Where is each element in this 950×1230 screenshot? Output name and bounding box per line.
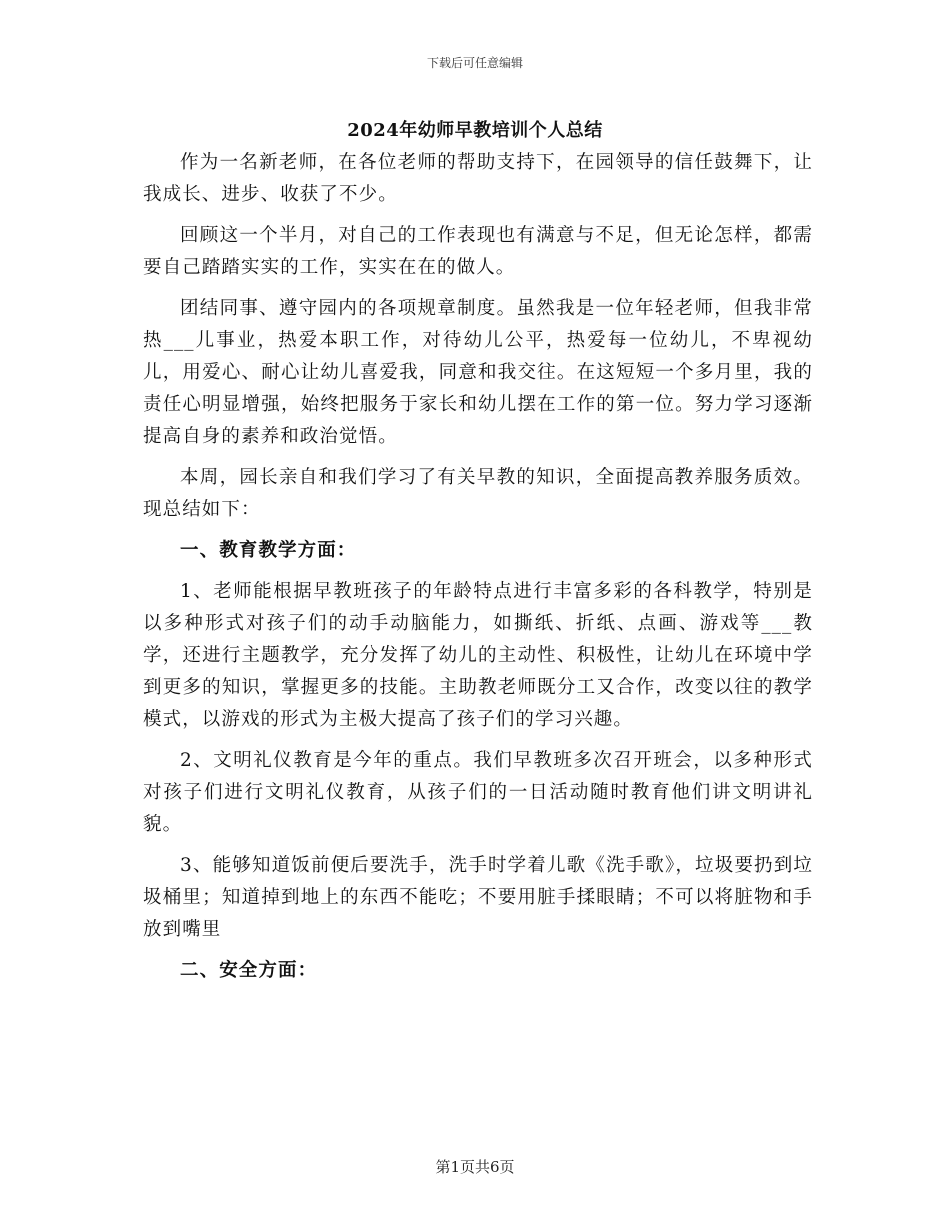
teaching-item-3: 3、能够知道饭前便后要洗手，洗手时学着儿歌《洗手歌》，垃圾要扔到垃圾桶里；知道掉到地上的东西不能吃；不要用脏手揉眼睛；不可以将脏物和手放到嘴里 xyxy=(143,855,813,940)
section-heading-safety: 二、安全方面： xyxy=(180,960,318,981)
section-heading-teaching: 一、教育教学方面： xyxy=(180,540,357,561)
intro-paragraph-2: 回顾这一个半月，对自己的工作表现也有满意与不足，但无论怎样，都需要自己踏踏实实的工作，实实在在的做人。 xyxy=(143,225,813,278)
document-body xyxy=(143,147,813,996)
teaching-item-2: 2、文明礼仪教育是今年的重点。我们早教班多次召开班会，以多种形式对孩子们进行文明礼仪教育，从孩子们的一日活动随时教育他们讲文明讲礼貌。 xyxy=(143,750,813,835)
teaching-item-1: 1、老师能根据早教班孩子的年龄特点进行丰富多彩的各科教学，特别是以多种形式对孩子们的动手动脑能力，如撕纸、折纸、点画、游戏等___教学，还进行主题教学，充分发挥了幼儿的主动性、积极性，让幼儿在环境中学到更多的知识，掌握更多的技能。主助教老师既分工又合作，改变以往的教学模式，以游戏的形式为主极大提高了孩子们的学习兴趣。 xyxy=(143,581,813,730)
page-header: 下载后可任意编辑 xyxy=(426,56,523,70)
intro-paragraph-1: 作为一名新老师，在各位老师的帮助支持下，在园领导的信任鼓舞下，让我成长、进步、收获了不少。 xyxy=(143,152,813,205)
intro-paragraph-4: 本周，园长亲自和我们学习了有关早教的知识，全面提高教养服务质效。现总结如下： xyxy=(143,467,813,520)
intro-paragraph-3: 团结同事、遵守园内的各项规章制度。虽然我是一位年轻老师，但我非常热___儿事业，热爱本职工作，对待幼儿公平，热爱每一位幼儿，不卑视幼儿，用爱心、耐心让幼儿喜爱我，同意和我交往。在这短短一个多月里，我的责任心明显增强，始终把服务于家长和幼儿摆在工作的第一位。努力学习逐渐提高自身的素养和政治觉悟。 xyxy=(143,298,813,447)
page-footer: 第1页共6页 xyxy=(435,1158,515,1176)
document-title: 2024年幼师早教培训个人总结 xyxy=(347,120,603,141)
